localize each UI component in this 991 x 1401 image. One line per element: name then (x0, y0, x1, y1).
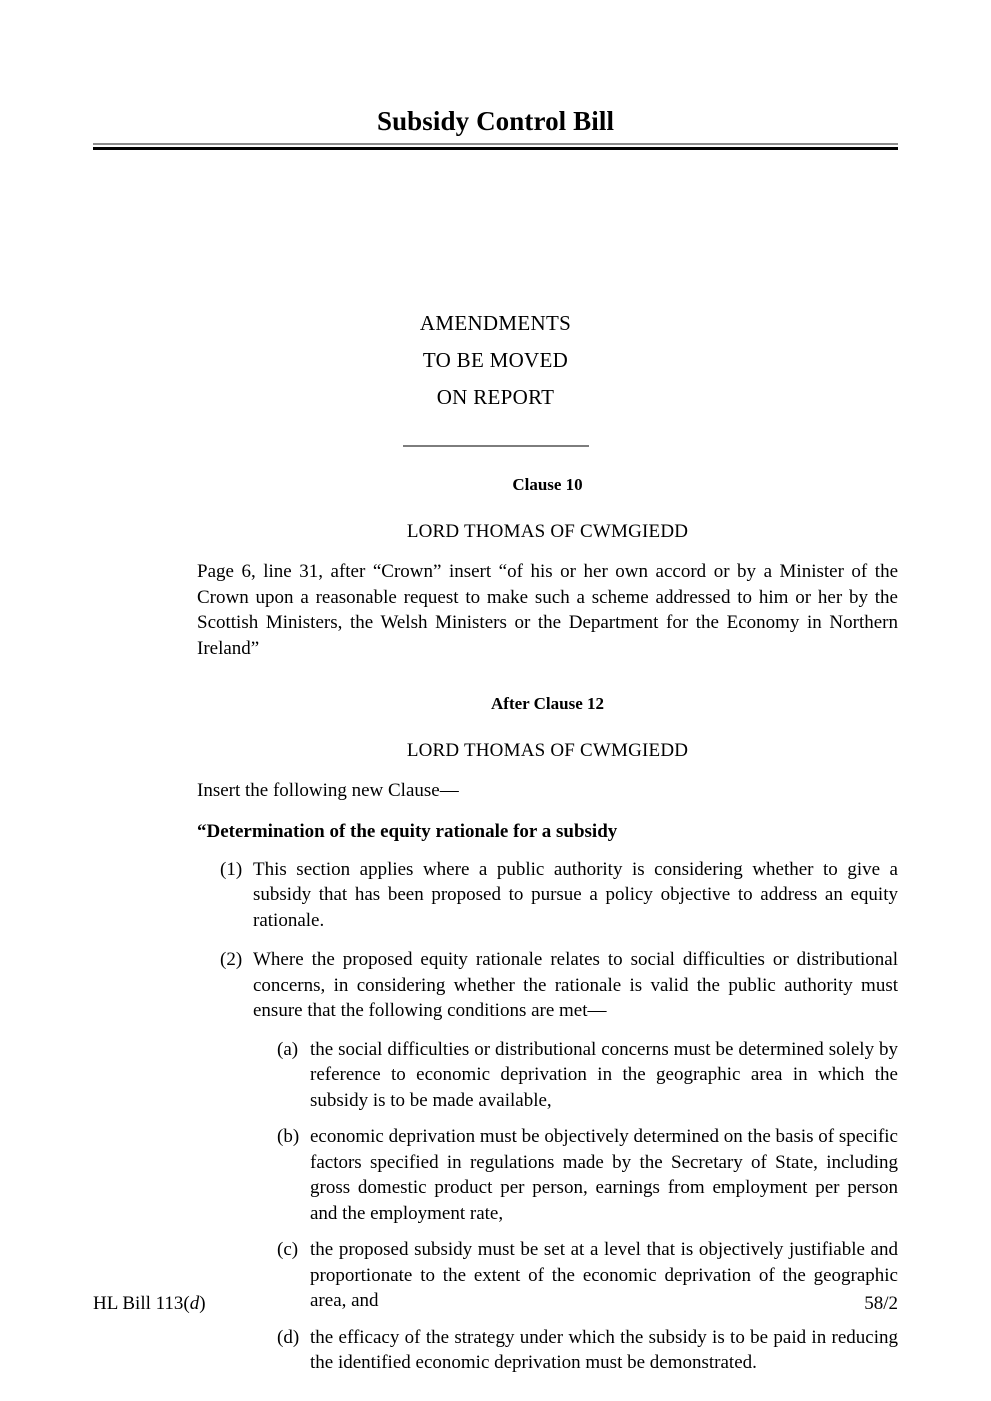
subsection-item (197, 843, 898, 934)
amendments-line-1: AMENDMENTS (419, 311, 572, 335)
amendment-sponsor: LORD THOMAS OF CWMGIEDD (406, 521, 689, 542)
paragraph-marker: (a) (277, 1038, 299, 1060)
subsection-marker: (2) (220, 949, 243, 970)
amendments-line-3: ON REPORT (436, 385, 555, 409)
paragraph-text: the efficacy of the strategy under which the subsidy is to be paid in reducing the identified economic deprivation must be demonstrated. (310, 1326, 898, 1373)
amendments-heading-block (93, 305, 898, 447)
header-rule-thick (93, 147, 898, 150)
insert-instruction: Insert the following new Clause— (197, 780, 459, 801)
amendments-content (197, 472, 898, 1376)
paragraph-text: economic deprivation must be objectively determined on the basis of specific factors specified in regulations made by the Secretary of State, including gross domestic product per person, earnings from employment per person and the employment rate, (310, 1126, 898, 1224)
page-number: 58/2 (864, 1293, 898, 1314)
paragraph-marker: (b) (277, 1126, 300, 1147)
paragraph-item (253, 1113, 898, 1226)
page-title: Subsidy Control Bill (376, 106, 615, 136)
header-double-rule (93, 143, 898, 150)
subsection-text: Where the proposed equity rationale relates to social difficulties or distributional concerns, in considering whether the rationale is valid the public authority must ensure that the following conditions are met— (253, 949, 898, 1021)
amendment-text: Page 6, line 31, after “Crown” insert “of his or her own accord or by a Minister of the Crown upon a reasonable request to make such a scheme addressed to him or her by the Scottish Ministers, the Welsh Ministers or the Department for the Economy in Northern Ireland” (197, 561, 898, 659)
amendment-section-clause-10 (197, 472, 898, 661)
paragraph-item (253, 1026, 898, 1114)
subsection-marker: (1) (220, 858, 243, 880)
paragraph-text: the proposed subsidy must be set at a level that is objectively justifiable and proportionate to the extent of the economic deprivation of the geographic area, and (310, 1239, 898, 1311)
paragraph-text: the social difficulties or distributional concerns must be determined solely by reference to economic deprivation in the geographic area in which the subsidy is to be made available, (310, 1038, 898, 1111)
section-divider-rule (403, 445, 589, 447)
subsection-text: This section applies where a public authority is considering whether to give a subsidy that has been proposed to pursue a policy objective to address an equity rationale. (253, 858, 898, 931)
new-clause-title: “Determination of the equity rationale for a subsidy (197, 820, 618, 842)
amendments-line-2: TO BE MOVED (422, 348, 569, 372)
section-spacer (197, 661, 898, 691)
bill-reference-letter: d (189, 1293, 200, 1314)
page-footer (93, 1293, 898, 1315)
bill-reference (93, 1293, 206, 1315)
bill-reference-suffix: ) (199, 1293, 206, 1314)
paragraph-marker: (d) (277, 1326, 300, 1348)
bill-reference-prefix: HL Bill 113( (93, 1293, 190, 1314)
amendment-section-after-clause-12 (197, 691, 898, 1376)
amendment-sponsor: LORD THOMAS OF CWMGIEDD (406, 740, 689, 761)
paragraph-list (253, 1024, 898, 1376)
clause-heading: Clause 10 (512, 475, 583, 494)
divider-wrapper (93, 445, 898, 447)
paragraph-marker: (c) (277, 1239, 299, 1260)
clause-heading: After Clause 12 (491, 694, 604, 713)
paragraph-item (253, 1314, 898, 1376)
